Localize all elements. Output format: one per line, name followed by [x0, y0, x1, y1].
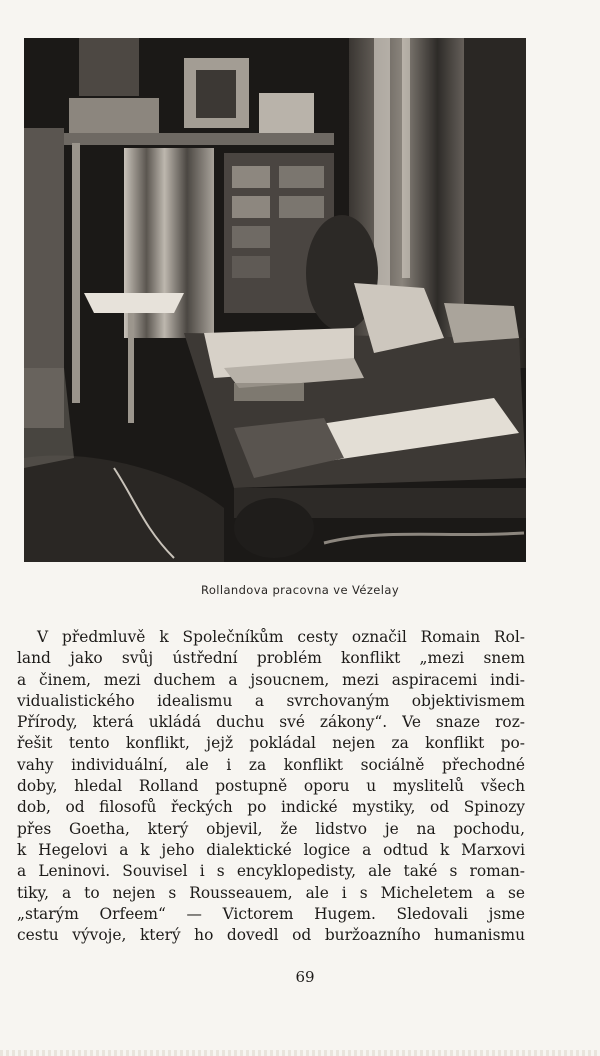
text-line: k Hegelovi a k jeho dialektické logice a odtud k Marxovi: [17, 840, 525, 859]
photo-caption: Rollandova pracovna ve Vézelay: [200, 583, 400, 597]
text-line: land jako svůj ústřední problém konflikt „mezi snem: [17, 649, 525, 668]
text-line: dob, od filosofů řeckých po indické mystiky, od Spinozy: [17, 798, 525, 817]
study-room-photo: [24, 38, 526, 562]
body-paragraph: [17, 627, 525, 946]
text-line: „starým Orfeem“ — Victorem Hugem. Sledovali jsme: [17, 904, 525, 923]
text-line: a Leninovi. Souvisel i s encyklopedisty, ale také s roman-: [17, 862, 525, 881]
page-edge: [0, 1050, 600, 1056]
text-line: a činem, mezi duchem a jsoucnem, mezi aspiracemi indi-: [17, 670, 525, 689]
text-line: V předmluvě k Společníkům cesty označil Romain Rol-: [37, 628, 525, 646]
text-line: vidualistického idealismu a svrchovaným objektivismem: [17, 691, 525, 710]
text-line: doby, hledal Rolland postupně oporu u myslitelů všech: [17, 777, 525, 796]
text-line: cestu vývoje, který ho dovedl od buržoazního humanismu: [17, 926, 525, 945]
text-line: přes Goetha, který objevil, že lidstvo je na pochodu,: [17, 819, 525, 838]
text-line: vahy individuální, ale i za konflikt sociálně přechodné: [17, 755, 525, 774]
study-room-photo-icon: [24, 38, 526, 562]
text-line: řešit tento konflikt, jejž pokládal nejen za konflikt po-: [17, 734, 525, 753]
text-line: Přírody, která ukládá duchu své zákony“. Ve snaze roz-: [17, 713, 525, 732]
text-line: tiky, a to nejen s Rousseauem, ale i s Micheletem a se: [17, 883, 525, 902]
page-number: 69: [295, 968, 315, 986]
